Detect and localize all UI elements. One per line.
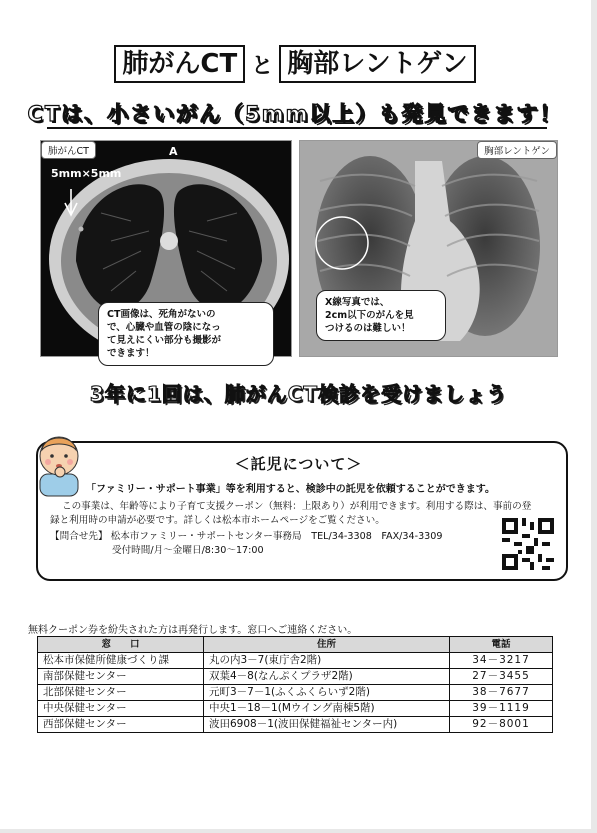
ct-bubble-line: で、心臓や血管の陰になっ — [107, 322, 221, 333]
column-header-address: 住所 — [204, 637, 450, 653]
office-phone: 38－7677 — [450, 685, 553, 701]
office-phone: 39－1119 — [450, 701, 553, 717]
childcare-contact — [50, 530, 520, 558]
office-phone: 34－3217 — [450, 653, 553, 669]
qr-code-icon — [502, 518, 554, 570]
ct-bubble-line: できます！ — [107, 348, 155, 359]
childcare-body-line: 録と利用時の申請が必要です。詳しくは松本市ホームページをご覧ください。 — [50, 515, 385, 526]
office-address: 元町3－7－1(ふくふくらいず2階) — [204, 685, 450, 701]
ct-speech-bubble — [98, 302, 274, 366]
office-name: 中央保健センター — [38, 701, 204, 717]
xray-image-label: 胸部レントゲン — [477, 141, 557, 159]
qr-code[interactable] — [502, 518, 554, 574]
title-connector: と — [251, 53, 274, 79]
office-table — [37, 636, 553, 733]
xray-bubble-line: X線写真では、 — [325, 297, 390, 308]
childcare-lead: 「ファミリー・サポート事業」等を利用すると、検診中の託児を依頼することができます。 — [86, 484, 495, 495]
childcare-body-line: この事業は、年齢等により子育て支援クーポン（無料：上限あり）が利用できます。利用する際は、事前の登 — [62, 501, 532, 512]
title-lung-ct: 肺がんCT — [114, 45, 245, 83]
office-name: 松本市保健所健康づくり課 — [38, 653, 204, 669]
table-header-row — [38, 637, 553, 653]
xray-speech-bubble — [316, 290, 446, 341]
column-header-phone: 電話 — [450, 637, 553, 653]
xray-bubble-line: 2cm以下のがんを見 — [325, 310, 414, 321]
page-edge-right — [591, 0, 597, 833]
xray-bubble-line: つけるのは難しい！ — [325, 323, 411, 334]
childcare-title: ＜託児について＞ — [234, 455, 363, 473]
office-address: 双葉4－8(なんぷくプラザ2階) — [204, 669, 450, 685]
subtitle-underline — [47, 127, 547, 129]
childcare-body — [50, 500, 555, 528]
office-name: 南部保健センター — [38, 669, 204, 685]
subtitle: CTは、小さいがん（5mm以上）も発見できます！ — [27, 102, 563, 126]
column-header-office: 窓 口 — [38, 637, 204, 653]
screening-caption: 3年に1回は、肺がんCT検診を受けましょう — [89, 382, 508, 406]
table-row — [38, 685, 553, 701]
office-name: 北部保健センター — [38, 685, 204, 701]
table-row — [38, 701, 553, 717]
ct-orientation-marker: A — [169, 145, 178, 158]
office-phone: 92－8001 — [450, 717, 553, 733]
ct-bubble-line: て見えにくい部分も撮影が — [107, 335, 222, 346]
office-address: 丸の内3－7(東庁舎2階) — [204, 653, 450, 669]
hours-line: 受付時間/月～金曜日/8:30～17:00 — [112, 545, 264, 556]
office-address: 波田6908－1(波田保健福祉センター内) — [204, 717, 450, 733]
coupon-notice: 無料クーポン券を紛失された方は再発行します。窓口へご連絡ください。 — [28, 625, 358, 636]
ct-image-label: 肺がんCT — [41, 141, 96, 159]
table-row — [38, 717, 553, 733]
page-edge-bottom — [0, 829, 597, 833]
ct-bubble-line: CT画像は、死角がないの — [107, 309, 216, 320]
page-title — [0, 45, 590, 83]
title-chest-xray: 胸部レントゲン — [279, 45, 475, 83]
office-name: 西部保健センター — [38, 717, 204, 733]
ct-size-note: 5mm×5mm — [51, 167, 122, 180]
contact-line: 【問合せ先】 松本市ファミリー・サポートセンター事務局 TEL/34-3308 FAX/34-3309 — [50, 531, 443, 542]
table-row — [38, 653, 553, 669]
table-row — [38, 669, 553, 685]
office-phone: 27－3455 — [450, 669, 553, 685]
office-address: 中央1－18－1(Mウイング南棟5階) — [204, 701, 450, 717]
